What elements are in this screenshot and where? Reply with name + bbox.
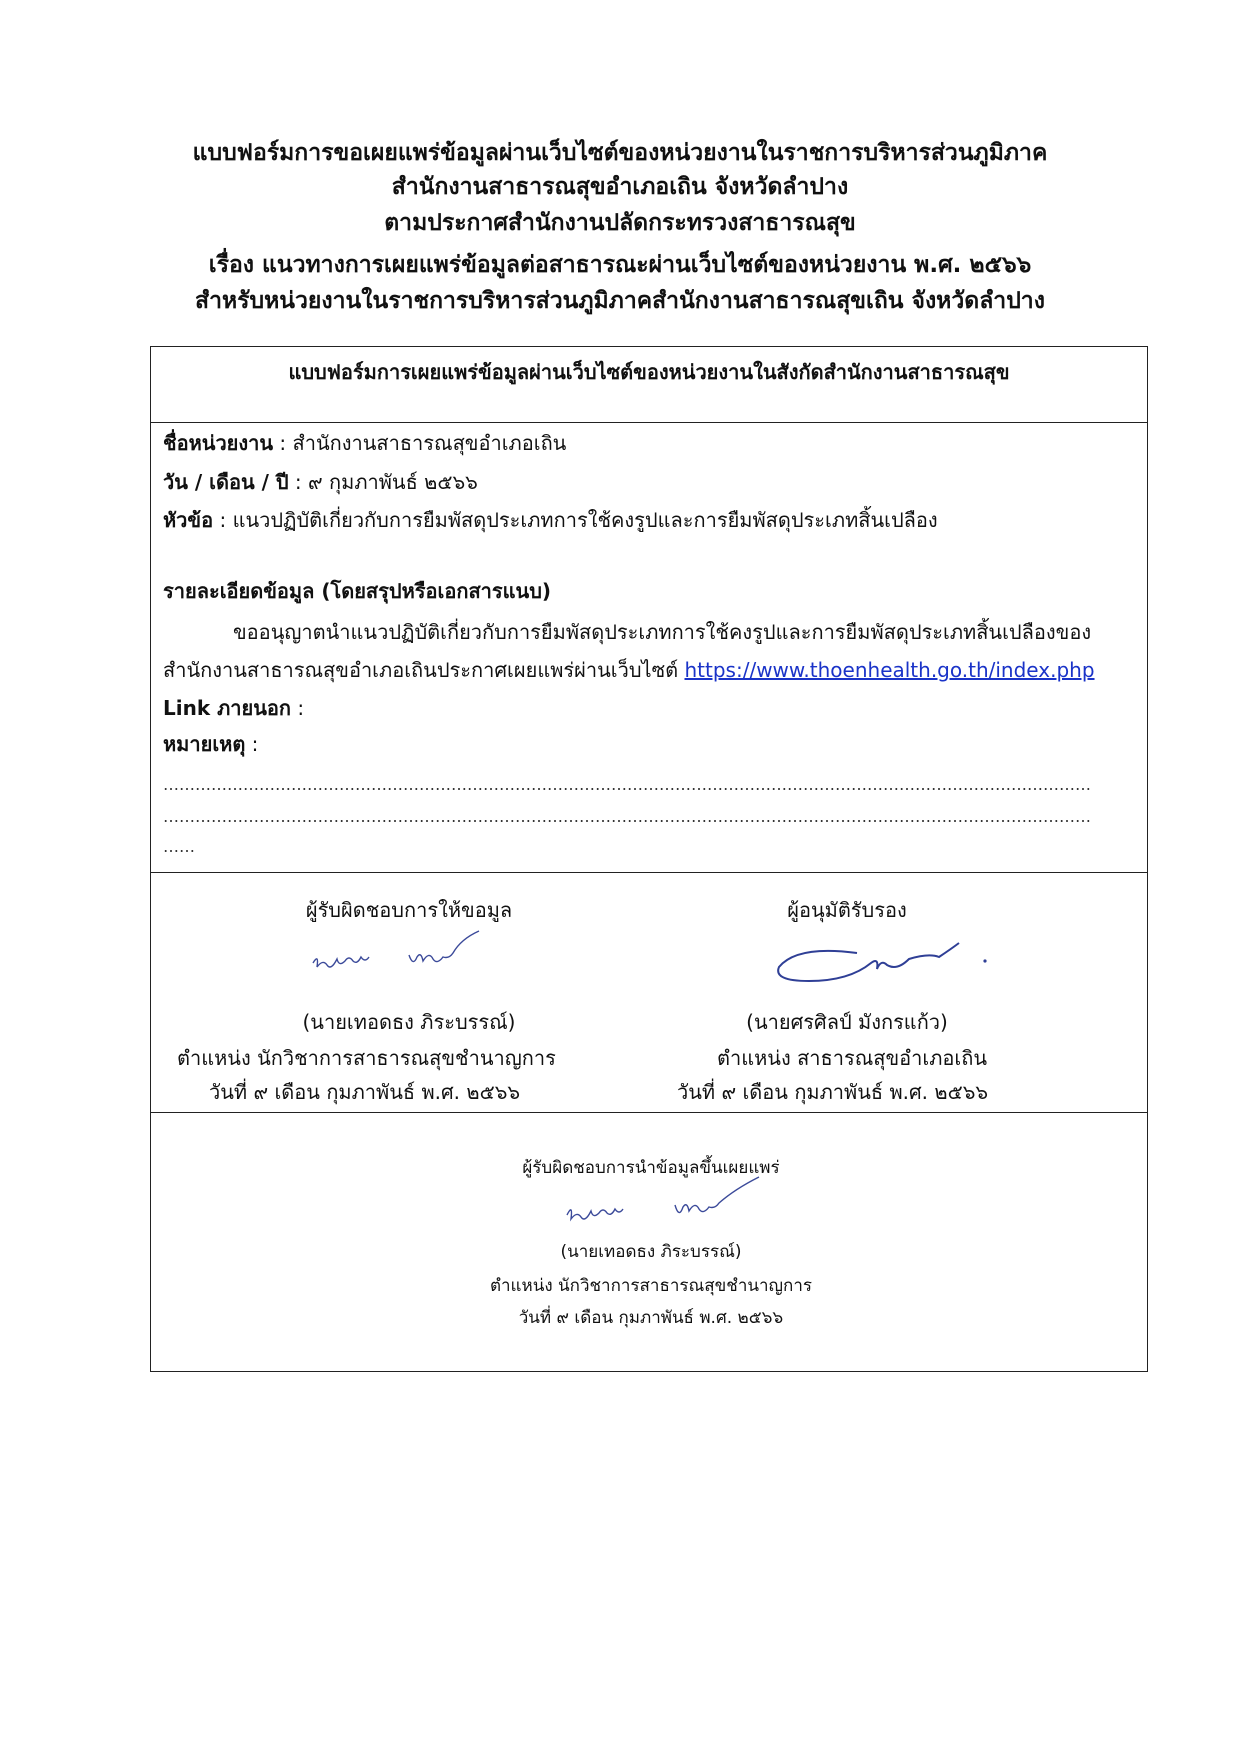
note-label: หมายเหตุ bbox=[163, 732, 246, 756]
left-signer-position: ตำแหน่ง นักวิชาการสาธารณสุขชำนาญการ bbox=[177, 1046, 556, 1070]
detail-line-2-text: สำนักงานสาธารณสุขอำเภอเถินประกาศเผยแพร่ผ่านเว็บไซต์ bbox=[163, 658, 685, 682]
external-link-label: Link ภายนอก bbox=[163, 696, 292, 720]
form-title: แบบฟอร์มการเผยแพร่ข้อมูลผ่านเว็บไซต์ของหน่วยงานในสังกัดสำนักงานสาธารณสุข bbox=[288, 360, 1010, 384]
unit-label: ชื่อหน่วยงาน bbox=[163, 431, 274, 455]
right-signature-image bbox=[771, 927, 1001, 997]
website-link[interactable]: https://www.thoenhealth.go.th/index.php bbox=[684, 658, 1095, 682]
external-link-value: : bbox=[291, 696, 305, 720]
date-value: : ๙ กุมภาพันธ์ ๒๕๖๖ bbox=[288, 470, 478, 494]
publisher-cell bbox=[150, 1112, 1148, 1372]
note-dotted-line-1: ………………………………………………………………………………………………………………………………………………………… bbox=[163, 775, 1091, 794]
left-signer-name: (นายเทอดธง ภิระบรรณ์) bbox=[302, 1010, 516, 1034]
form-title-cell bbox=[150, 346, 1148, 422]
header-line-3: ตามประกาศสำนักงานปลัดกระทรวงสาธารณสุข bbox=[384, 210, 856, 236]
signature-cell bbox=[150, 872, 1148, 1112]
note-dotted-line-2: ………………………………………………………………………………………………………………………………………………………… bbox=[163, 807, 1091, 826]
note-row bbox=[163, 729, 258, 759]
header-line-4: เรื่อง แนวทางการเผยแพร่ข้อมูลต่อสาธารณะผ่านเว็บไซต์ของหน่วยงาน พ.ศ. ๒๕๖๖ bbox=[208, 252, 1032, 278]
right-signer-position: ตำแหน่ง สาธารณสุขอำเภอเถิน bbox=[717, 1046, 988, 1070]
detail-heading: รายละเอียดข้อมูล (โดยสรุปหรือเอกสารแนบ) bbox=[163, 579, 552, 603]
topic-label: หัวข้อ bbox=[163, 508, 214, 532]
right-signer-name: (นายศรศิลป์ มังกรแก้ว) bbox=[746, 1010, 948, 1034]
left-signature-image bbox=[301, 929, 501, 985]
header-line-2: สำนักงานสาธารณสุขอำเภอเถิน จังหวัดลำปาง bbox=[391, 174, 849, 200]
header-line-1: แบบฟอร์มการขอเผยแพร่ข้อมูลผ่านเว็บไซต์ของหน่วยงานในราชการบริหารส่วนภูมิภาค bbox=[192, 140, 1048, 166]
topic-row bbox=[163, 505, 938, 535]
header-line-5: สำหรับหน่วยงานในราชการบริหารส่วนภูมิภาคสำนักงานสาธารณสุขเถิน จังหวัดลำปาง bbox=[195, 288, 1045, 314]
bottom-signer-position: ตำแหน่ง นักวิชาการสาธารณสุขชำนาญการ bbox=[489, 1276, 813, 1296]
external-link-row bbox=[163, 693, 304, 723]
bottom-signer-role: ผู้รับผิดชอบการนำข้อมูลขึ้นเผยแพร่ bbox=[522, 1158, 780, 1178]
bottom-signer-name: (นายเทอดธง ภิระบรรณ์) bbox=[560, 1242, 742, 1262]
detail-line-2 bbox=[163, 655, 1095, 685]
left-signer-role: ผู้รับผิดชอบการให้ขอมูล bbox=[305, 898, 513, 922]
topic-value: : แนวปฏิบัติเกี่ยวกับการยืมพัสดุประเภทการใช้คงรูปและการยืมพัสดุประเภทสิ้นเปลือง bbox=[213, 508, 938, 532]
note-dotted-line-3: …… bbox=[163, 837, 195, 856]
date-label: วัน / เดือน / ปี bbox=[163, 470, 289, 494]
form-details-cell bbox=[150, 422, 1148, 872]
unit-value: : สำนักงานสาธารณสุขอำเภอเถิน bbox=[273, 431, 567, 455]
unit-row bbox=[163, 428, 566, 458]
detail-line-1: ขออนุญาตนำแนวปฏิบัติเกี่ยวกับการยืมพัสดุประเภทการใช้คงรูปและการยืมพัสดุประเภทสิ้นเปลืองของ bbox=[233, 620, 1092, 644]
right-signer-date: วันที่ ๙ เดือน กุมภาพันธ์ พ.ศ. ๒๕๖๖ bbox=[677, 1080, 989, 1104]
left-signer-date: วันที่ ๙ เดือน กุมภาพันธ์ พ.ศ. ๒๕๖๖ bbox=[209, 1080, 521, 1104]
note-value: : bbox=[245, 732, 259, 756]
bottom-signer-date: วันที่ ๙ เดือน กุมภาพันธ์ พ.ศ. ๒๕๖๖ bbox=[518, 1308, 784, 1328]
bottom-signature-image bbox=[555, 1175, 785, 1231]
right-signer-role: ผู้อนุมัติรับรอง bbox=[787, 898, 907, 922]
date-row bbox=[163, 467, 478, 497]
